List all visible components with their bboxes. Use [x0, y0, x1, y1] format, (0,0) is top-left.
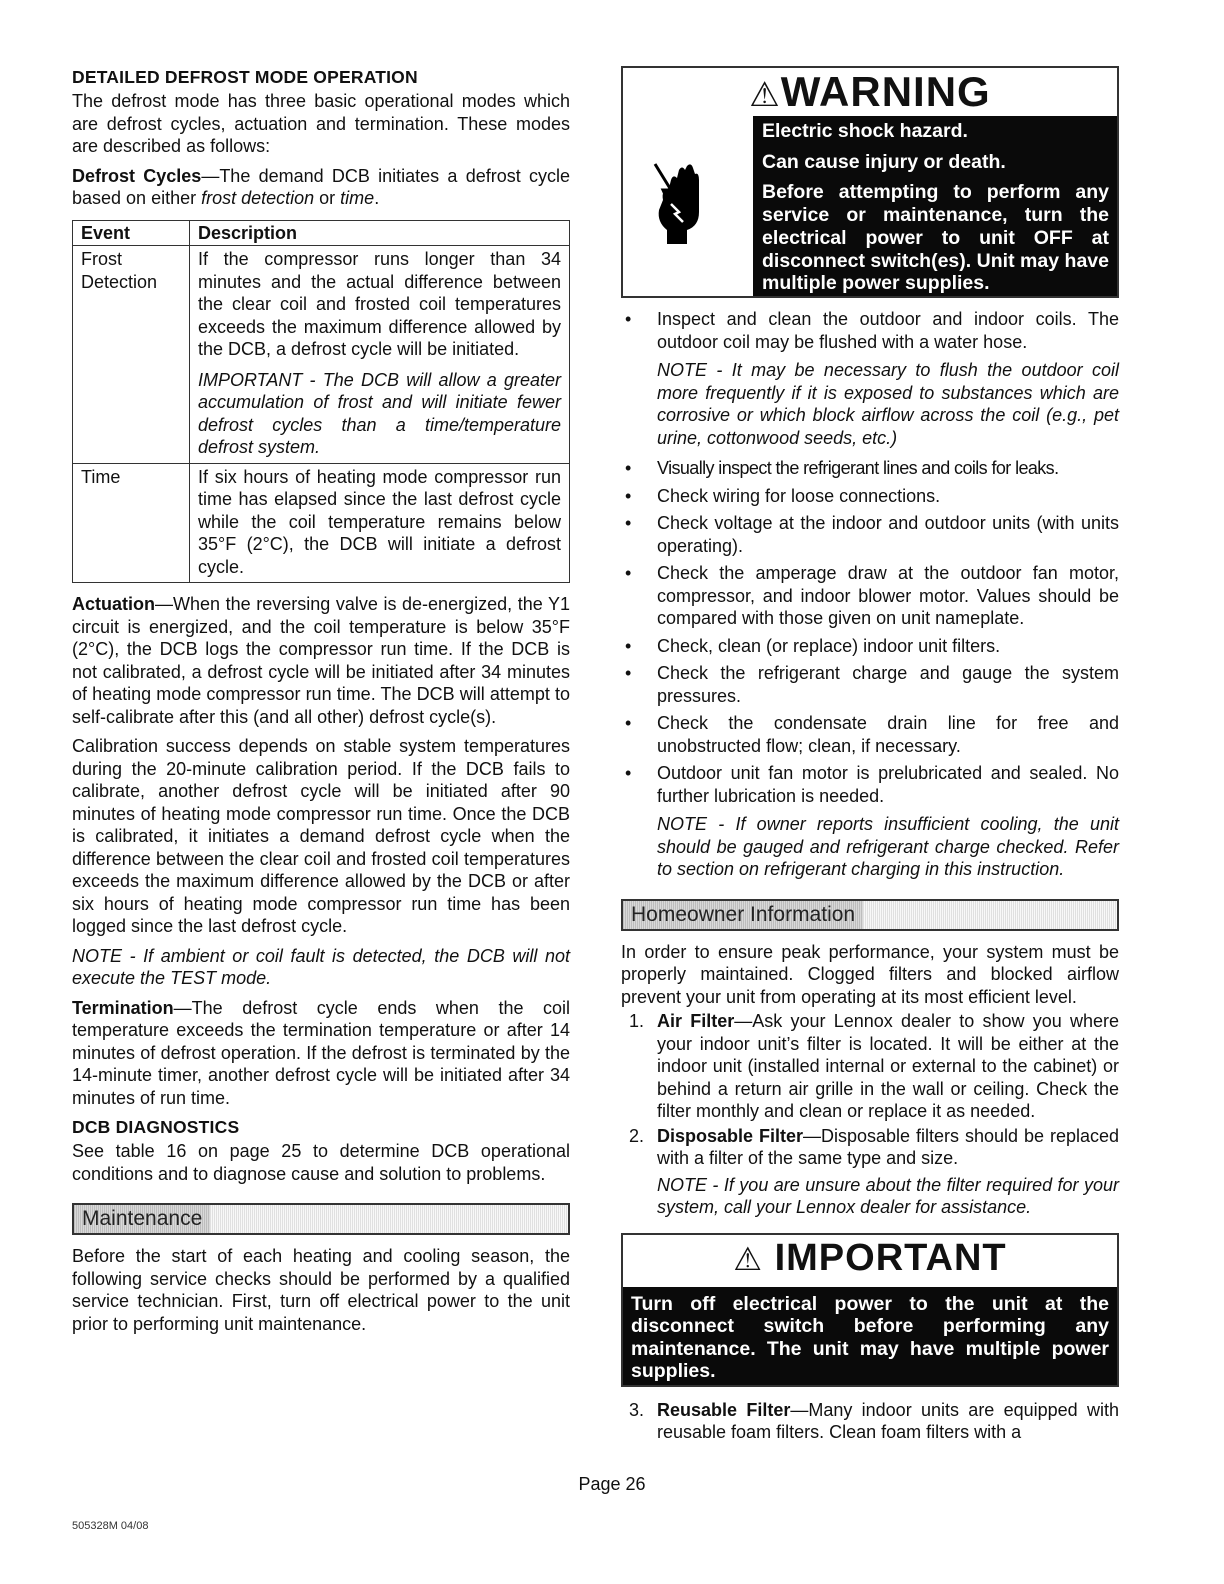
list-item: • Outdoor unit fan motor is prelubricated and sealed. No further lubrication is needed. — [621, 762, 1119, 807]
list-item: 1. Air Filter—Ask your Lennox dealer to show you where your indoor unit’s filter is located. It will be either at the indoor unit (installed internal or external to the cabinet) or behind a return air grille in the wall or ceiling. Check the filter monthly and clean or replace it as needed. — [629, 1011, 1120, 1121]
termination-paragraph: Termination—The defrost cycle ends when the coil temperature exceeds the termination temperature or after 14 minutes of defrost operation. If the defrost is terminated by the 14-minute timer, another defrost cycle will be initiated after 34 minutes of run time. — [72, 997, 570, 1108]
calibration-paragraph: Calibration success depends on stable system temperatures during the 20-minute calibration period. If the DCB fails to calibrate, another defrost cycle will be initiated after 90 minutes of heating mode compressor run time. Once the DCB is calibrated, it initiates a demand defrost cycle when the difference between the clear coil and frosted coil temperatures exceeds the maximum difference allowed by the DCB or after six hours of heating mode compressor run time has been logged since the last defrost cycle. — [72, 736, 570, 936]
defrost-cycles-paragraph: Defrost Cycles—The demand DCB initiates a defrost cycle based on either frost detection or time. — [72, 165, 570, 208]
table-header-description: Description — [190, 220, 570, 246]
table-row — [73, 246, 570, 464]
list-item: • Check, clean (or replace) indoor unit filters. — [621, 635, 1119, 658]
maintenance-paragraph: Before the start of each heating and cooling season, the following service checks should be performed by a qualified service technician. First, turn off electrical power to the unit prior to performing unit maintenance. — [72, 1246, 570, 1334]
warning-title: ⚠WARNING — [749, 68, 991, 115]
table-cell-description: If the compressor runs longer than 34 minutes and the actual difference between the clear coil and frosted coil temperatures exceeds the maximum difference allowed by the DCB, a defrost cycle will be initiated. IMPORTANT - The DCB will allow a greater accumulation of frost and will initiate fewer defrost cycles than a time/temperature defrost system. — [190, 246, 570, 464]
note-flush: NOTE - It may be necessary to flush the outdoor coil more frequently if it is exposed to substances which are corrosive or which block airflow across the coil (e.g., pet urine, cottonwood seeds, etc.) — [657, 360, 1119, 448]
maintenance-section-bar — [72, 1203, 570, 1235]
heading-defrost-operation: DETAILED DEFROST MODE OPERATION — [72, 67, 418, 87]
important-box — [621, 1233, 1119, 1387]
document-code: 505328M 04/08 — [72, 1520, 149, 1532]
important-note: IMPORTANT - The DCB will allow a greater accumulation of frost and will initiate fewer defrost cycles than a time/temperature defrost system. — [198, 369, 561, 457]
homeowner-section-bar — [621, 899, 1119, 931]
warning-message: Electric shock hazard. Can cause injury or death. Before attempting to perform any service or maintenance, turn the electrical power to unit OFF at disconnect switch(es). Unit may have multiple power supplies. — [753, 116, 1117, 296]
electric-shock-hand-icon — [641, 160, 707, 246]
list-item: • Check the refrigerant charge and gauge the system pressures. — [621, 662, 1119, 707]
defrost-intro: The defrost mode has three basic operational modes which are defrost cycles, actuation and termination. These modes are described as follows: — [72, 91, 570, 156]
left-column — [72, 66, 570, 1335]
page-number: Page 26 — [578, 1474, 646, 1494]
warning-triangle-icon: ⚠ — [749, 76, 781, 114]
list-item: • Inspect and clean the outdoor and indoor coils. The outdoor coil may be flushed with a water hose. — [621, 308, 1119, 353]
note-owner: NOTE - If owner reports insufficient cooling, the unit should be gauged and refrigerant charge checked. Refer to section on refrigerant charging in this instruction. — [657, 814, 1119, 879]
diagnostics-paragraph: See table 16 on page 25 to determine DCB operational conditions and to diagnose cause and solution to problems. — [72, 1141, 570, 1184]
list-item: • Visually inspect the refrigerant lines and coils for leaks. — [621, 457, 1119, 480]
maintenance-checklist — [621, 308, 1119, 353]
list-item: 3. Reusable Filter—Many indoor units are equipped with reusable foam filters. Clean foam filters with a — [629, 1399, 1119, 1442]
note-filter: NOTE - If you are unsure about the filter required for your system, call your Lennox dealer for assistance. — [657, 1174, 1119, 1217]
list-item: • Check wiring for loose connections. — [621, 485, 1119, 508]
list-item: • Check the condensate drain line for free and unobstructed flow; clean, if necessary. — [621, 712, 1119, 757]
table-cell-description: If six hours of heating mode compressor run time has elapsed since the last defrost cycle while the coil temperature remains below 35°F (2°C), the DCB will initiate a defrost cycle. — [190, 463, 570, 583]
defrost-event-table — [72, 220, 570, 584]
heading-dcb-diagnostics: DCB DIAGNOSTICS — [72, 1117, 240, 1137]
list-item: 2. Disposable Filter—Disposable filters should be replaced with a filter of the same type and size. — [629, 1125, 1119, 1168]
actuation-paragraph: Actuation—When the reversing valve is de-energized, the Y1 circuit is energized, and the coil temperature is below 35°F (2°C), the DCB logs the compressor run time. If the DCB is not calibrated, a defrost cycle will be initiated after 34 minutes of heating mode compressor run time. The DCB will attempt to self-calibrate after this (and all other) defrost cycle(s). — [72, 594, 570, 727]
warning-triangle-icon: ⚠ — [733, 1240, 764, 1277]
maintenance-checklist-continued — [621, 457, 1119, 807]
filter-list — [621, 1010, 1119, 1170]
important-title: ⚠ IMPORTANT — [733, 1236, 1007, 1279]
note-ambient: NOTE - If ambient or coil fault is detected, the DCB will not execute the TEST mode. — [72, 945, 570, 988]
right-column — [621, 66, 1119, 1446]
homeowner-paragraph: In order to ensure peak performance, your system must be properly maintained. Clogged filters and blocked airflow prevent your unit from operating at its most efficient level. — [621, 941, 1119, 1007]
maintenance-title: Maintenance — [74, 1205, 210, 1233]
defrost-cycles-label: Defrost Cycles — [72, 165, 202, 186]
table-row — [73, 463, 570, 583]
warning-box — [621, 66, 1119, 298]
homeowner-title: Homeowner Information — [623, 901, 863, 929]
important-message: Turn off electrical power to the unit at the disconnect switch before performing any maintenance. The unit may have multiple power supplies. — [623, 1287, 1117, 1385]
list-item: • Check voltage at the indoor and outdoor units (with units operating). — [621, 512, 1119, 557]
list-item: • Check the amperage draw at the outdoor fan motor, compressor, and indoor blower motor. Values should be compared with those given on unit nameplate. — [621, 562, 1119, 630]
table-header-row — [73, 220, 570, 246]
filter-list-continued — [621, 1399, 1119, 1444]
table-cell-event: Frost Detection — [73, 246, 190, 464]
table-cell-event: Time — [73, 463, 190, 583]
table-header-event: Event — [73, 220, 190, 246]
